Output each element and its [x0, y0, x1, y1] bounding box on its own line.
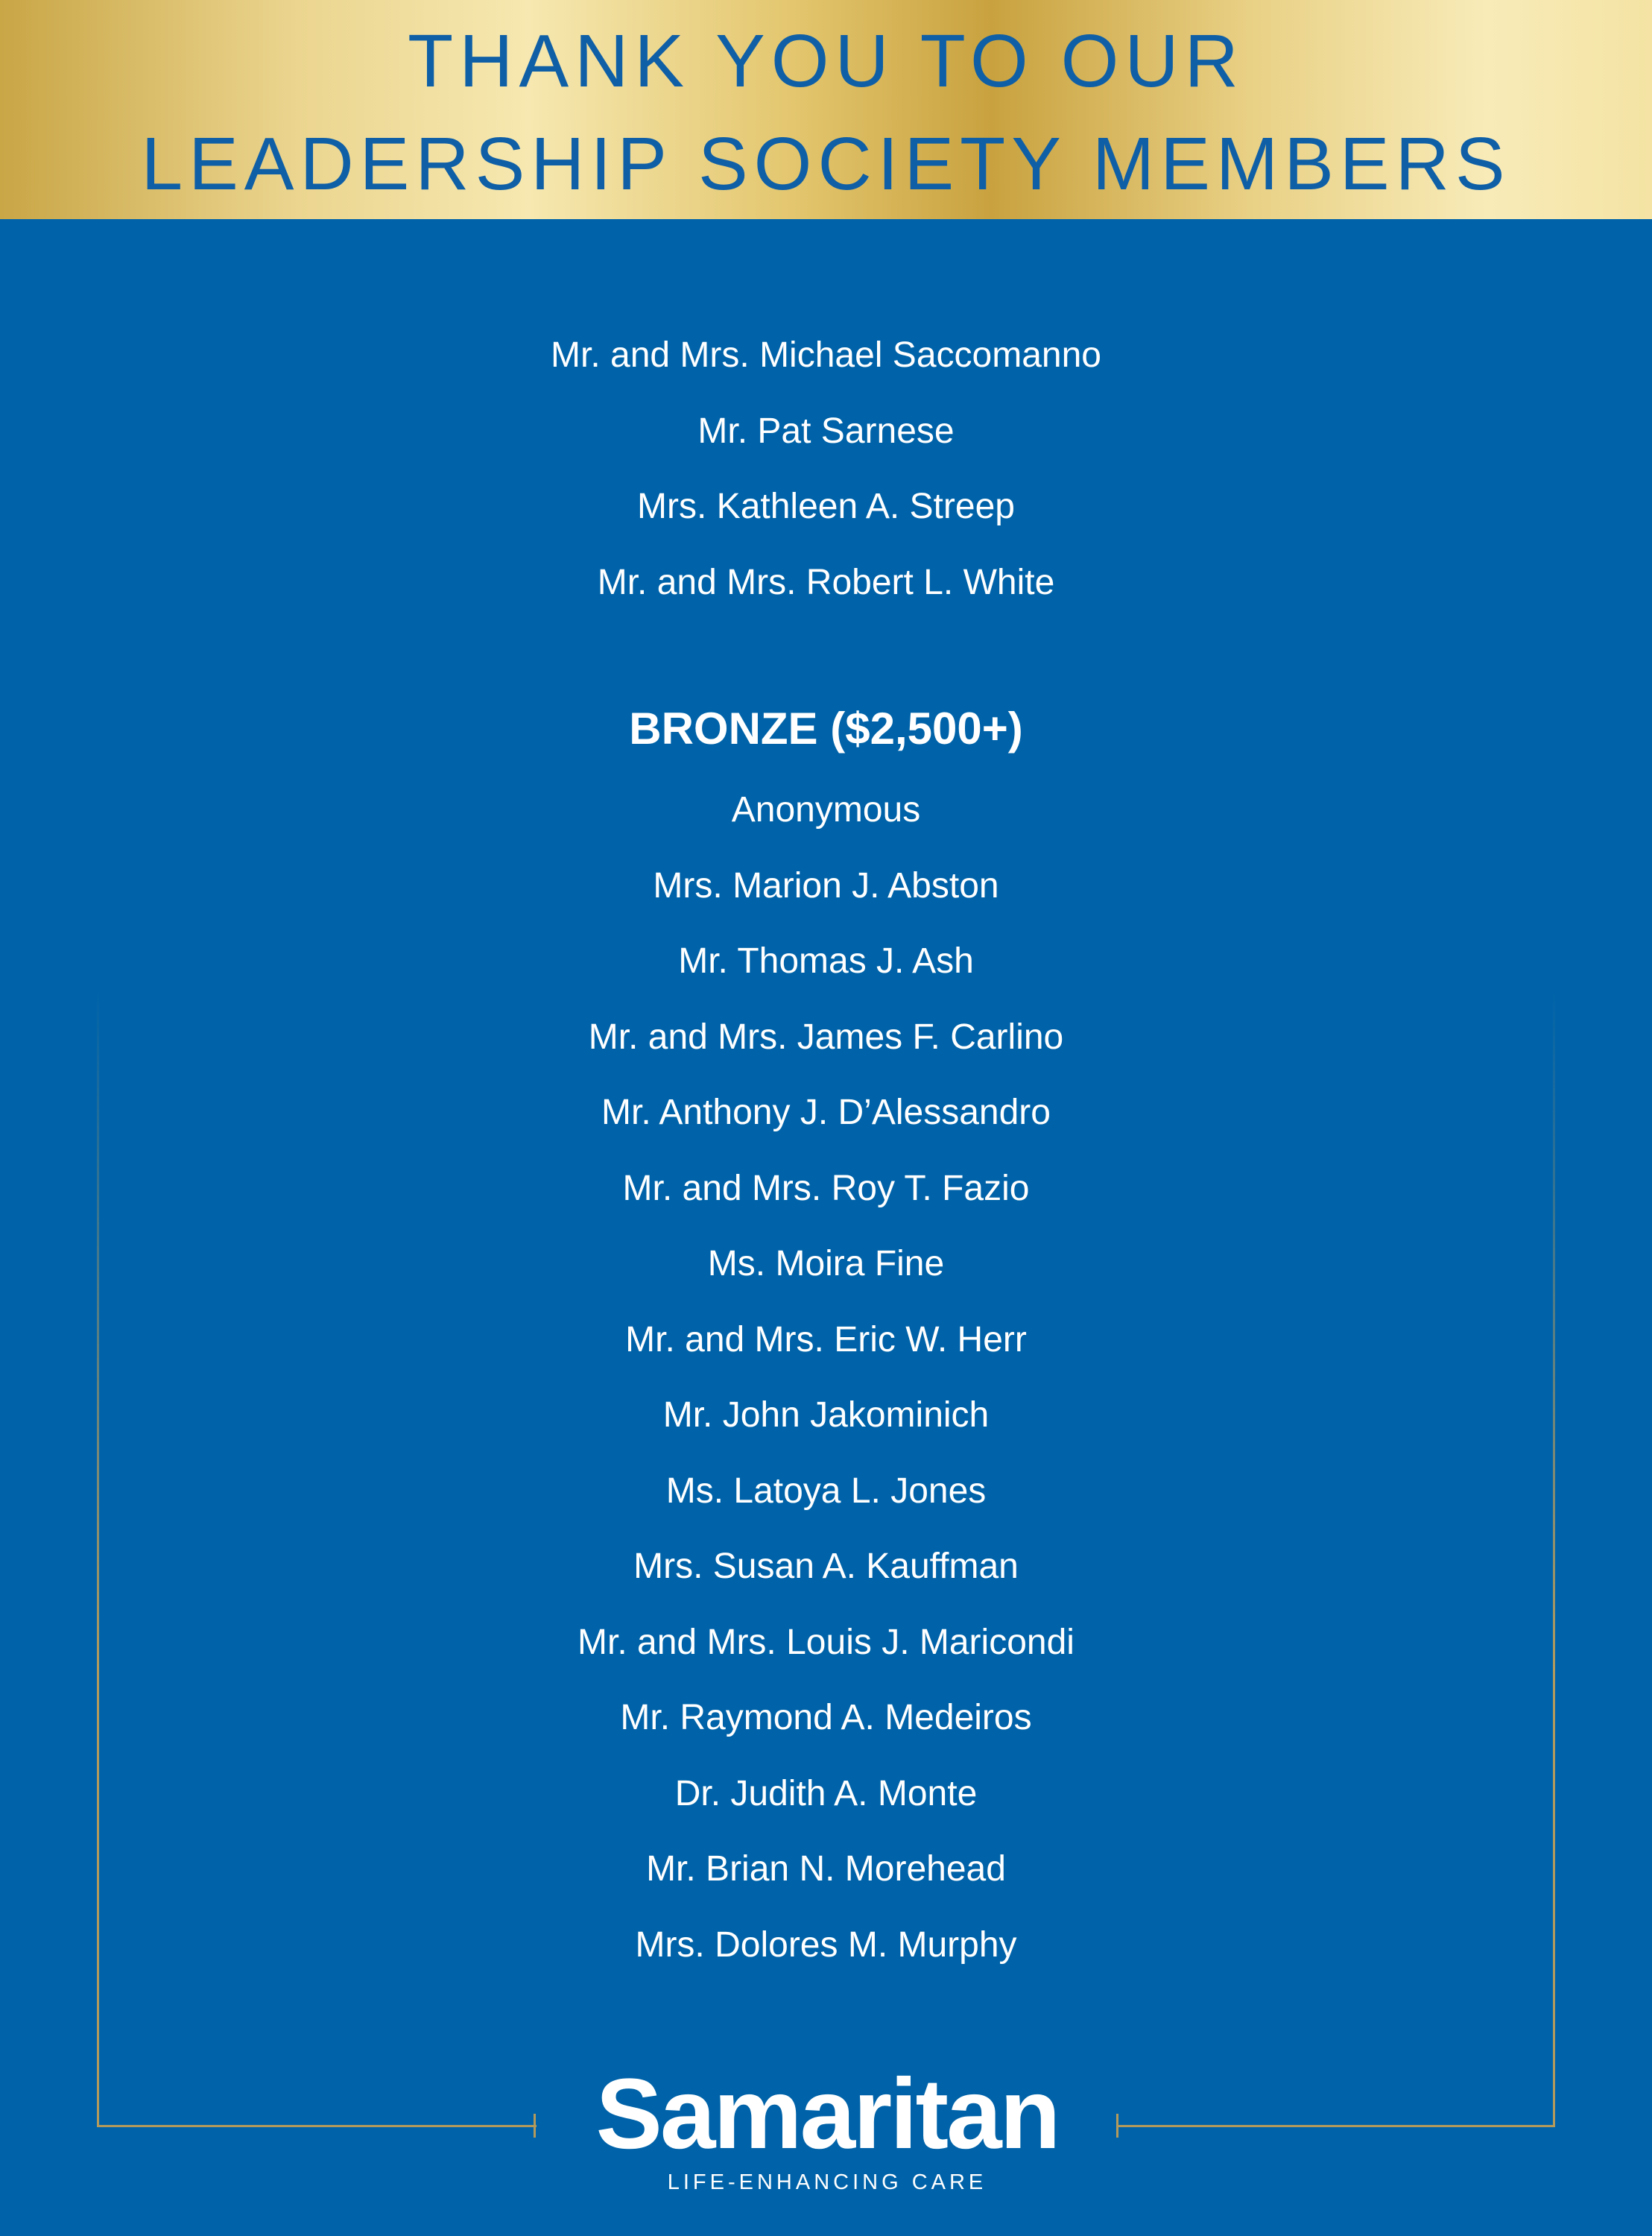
member-name: Mrs. Marion J. Abston [653, 865, 999, 906]
member-name: Mr. and Mrs. James F. Carlino [588, 1017, 1064, 1057]
logo-wordmark: Samaritan [595, 2059, 1059, 2170]
member-name: Anonymous [731, 790, 921, 830]
member-name: Mr. and Mrs. Roy T. Fazio [622, 1168, 1030, 1208]
frame-bottom-left-border [97, 2125, 537, 2127]
samaritan-logo [566, 2059, 1088, 2197]
member-name: Ms. Latoya L. Jones [665, 1471, 987, 1511]
logo-tagline: LIFE-ENHANCING CARE [667, 2170, 987, 2194]
member-name: Mr. and Mrs. Louis J. Maricondi [577, 1622, 1075, 1662]
member-name: Mr. Thomas J. Ash [678, 941, 974, 981]
frame-left-tick [534, 2114, 536, 2138]
member-name: Mrs. Susan A. Kauffman [633, 1547, 1019, 1586]
member-name: Mr. Brian N. Morehead [646, 1849, 1006, 1889]
header-title-line-2: LEADERSHIP SOCIETY MEMBERS [141, 122, 1511, 206]
header-title-line-1: THANK YOU TO OUR [408, 19, 1244, 103]
member-name: Mr. and Mrs. Eric W. Herr [625, 1319, 1027, 1359]
member-name: Mr. Anthony J. D’Alessandro [601, 1093, 1051, 1132]
member-name: Dr. Judith A. Monte [674, 1773, 978, 1813]
member-name: Ms. Moira Fine [707, 1244, 945, 1283]
member-name: Mr. Pat Sarnese [697, 411, 955, 451]
header-banner [0, 0, 1652, 219]
frame-left-border [97, 991, 99, 2127]
frame-right-tick [1116, 2114, 1118, 2138]
bronze-member-list [0, 772, 1652, 1983]
member-name: Mr. and Mrs. Michael Saccomanno [551, 335, 1101, 375]
bronze-tier-heading: BRONZE ($2,500+) [629, 704, 1023, 754]
member-name: Mr. and Mrs. Robert L. White [597, 562, 1055, 602]
frame-bottom-right-border [1116, 2125, 1555, 2127]
member-name: Mrs. Kathleen A. Streep [637, 487, 1015, 526]
frame-right-border [1553, 991, 1555, 2127]
member-name: Mr. John Jakominich [662, 1395, 990, 1435]
top-member-list [0, 318, 1652, 620]
member-name: Mrs. Dolores M. Murphy [635, 1924, 1017, 1965]
member-name: Mr. Raymond A. Medeiros [620, 1698, 1032, 1737]
